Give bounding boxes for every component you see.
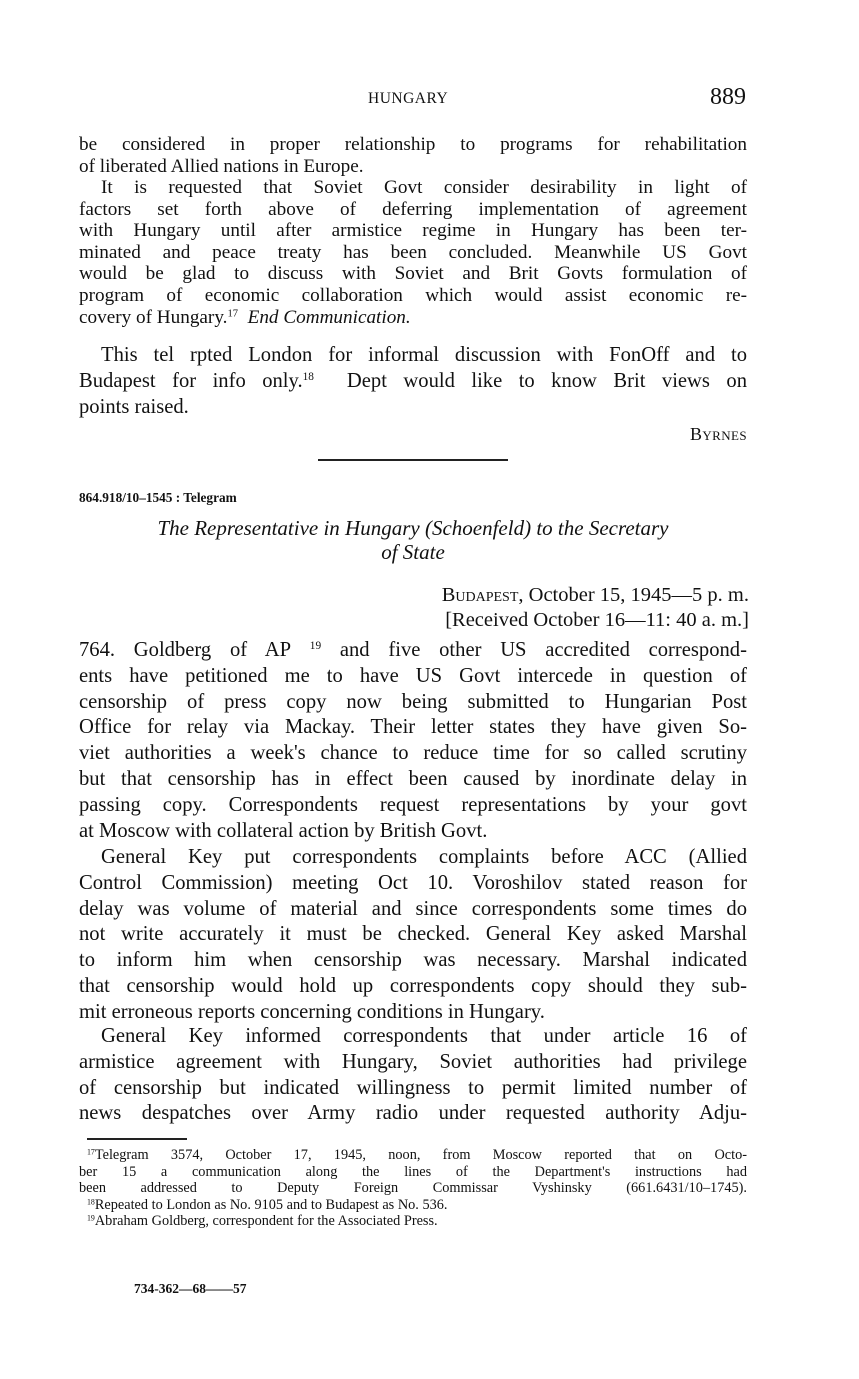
dateline-place: Budapest, bbox=[441, 584, 524, 606]
text-line: points raised. bbox=[79, 395, 189, 418]
text-segment: Telegram 3574, October 17, 1945, noon, from Moscow reported that on Octo- bbox=[94, 1147, 747, 1163]
text-line: This tel rpted London for informal discussion with FonOff and to bbox=[101, 344, 747, 366]
footnote-19 bbox=[79, 1213, 747, 1230]
dateline bbox=[442, 584, 749, 607]
text-line: armistice agreement with Hungary, Soviet authorities had privilege bbox=[79, 1050, 747, 1073]
text-segment: and five other US accredited correspond- bbox=[339, 639, 747, 661]
dateline-date: October 15, 1945—5 p. m. bbox=[528, 584, 749, 606]
text-line: program of economic collaboration which would assist economic re- bbox=[79, 284, 747, 306]
document-title bbox=[79, 516, 747, 564]
telegram-paragraph-2 bbox=[79, 845, 747, 1026]
text-line bbox=[79, 638, 747, 664]
title-line: The Representative in Hungary (Schoenfeld) to the Secretary bbox=[157, 516, 669, 540]
text-line: of liberated Allied nations in Europe. bbox=[79, 155, 364, 177]
text-segment: Repeated to London as No. 9105 and to Budapest as No. 536. bbox=[94, 1196, 448, 1213]
text-line: at Moscow with collateral action by British Govt. bbox=[79, 819, 488, 842]
footnote-mark: 18 bbox=[87, 1197, 95, 1207]
text-line: General Key put correspondents complaints before ACC (Allied bbox=[101, 846, 747, 868]
received-note: [Received October 16—11: 40 a. m.] bbox=[445, 609, 749, 631]
text-line: passing copy. Correspondents request representations by your govt bbox=[79, 793, 747, 816]
footnote-18 bbox=[79, 1197, 747, 1214]
text-line: to inform him when censorship was necessary. Marshal indicated bbox=[79, 949, 747, 972]
text-line: It is requested that Soviet Govt consider desirability in light of bbox=[101, 177, 747, 198]
telegram-paragraph-3 bbox=[79, 1024, 747, 1127]
footnote-divider bbox=[87, 1138, 187, 1140]
footnote-ref: 17 bbox=[227, 308, 239, 320]
text-line: factors set forth above of deferring implementation of agreement bbox=[79, 198, 747, 220]
continuation-paragraph-1 bbox=[79, 134, 747, 177]
footnote-mark: 17 bbox=[87, 1147, 95, 1157]
file-number: 864.918/10–1545 : Telegram bbox=[79, 490, 237, 505]
text-line: delay was volume of material and since correspondents some times do bbox=[79, 897, 747, 920]
text-line: been addressed to Deputy Foreign Commissar Vyshinsky (661.6431/10–1745). bbox=[79, 1180, 747, 1197]
text-segment: Abraham Goldberg, correspondent for the Associated Press. bbox=[94, 1213, 438, 1230]
text-line: but that censorship has in effect been caused by inordinate delay in bbox=[79, 767, 747, 790]
page-number: 889 bbox=[710, 84, 746, 110]
text-line: viet authorities a week's chance to reduce time for so called scrutiny bbox=[79, 742, 747, 765]
text-line: news despatches over Army radio under requested authority Adju- bbox=[79, 1102, 747, 1125]
footnote-mark: 19 bbox=[87, 1213, 95, 1223]
text-line: would be glad to discuss with Soviet and Brit Govts formulation of bbox=[79, 263, 747, 285]
text-line: mit erroneous reports concerning conditions in Hungary. bbox=[79, 1000, 545, 1023]
continuation-paragraph-2 bbox=[79, 177, 747, 328]
title-line: of State bbox=[381, 540, 445, 564]
signature: Byrnes bbox=[689, 424, 747, 444]
footnote-ref: 19 bbox=[309, 640, 322, 653]
text-line bbox=[79, 369, 747, 395]
running-title: HUNGARY bbox=[368, 90, 449, 107]
end-communication: End Communication. bbox=[247, 306, 411, 328]
text-line: that censorship would hold up correspondents copy should they sub- bbox=[79, 974, 747, 997]
closing-paragraph bbox=[79, 343, 747, 420]
text-segment: Dept would like to know Brit views on bbox=[346, 369, 747, 392]
text-line: censorship of press copy now being submitted to Hungarian Post bbox=[79, 690, 747, 713]
text-line: be considered in proper relationship to programs for rehabilitation bbox=[79, 134, 747, 155]
text-line: General Key informed correspondents that under article 16 of bbox=[101, 1025, 747, 1047]
footnote-ref: 18 bbox=[302, 371, 314, 383]
text-line: minated and peace treaty has been concluded. Meanwhile US Govt bbox=[79, 241, 747, 263]
text-line bbox=[79, 307, 747, 329]
printer-code: 734-362—68——57 bbox=[134, 1281, 247, 1296]
telegram-paragraph-1 bbox=[79, 638, 747, 844]
text-line: ber 15 a communication along the lines of the Department's instructions had bbox=[79, 1163, 747, 1180]
section-divider bbox=[318, 459, 508, 461]
footnotes bbox=[79, 1147, 747, 1230]
text-line: Control Commission) meeting Oct 10. Voroshilov stated reason for bbox=[79, 871, 747, 894]
text-segment: covery of Hungary. bbox=[79, 306, 228, 328]
text-line: not write accurately it must be checked. General Key asked Marshal bbox=[79, 923, 747, 946]
text-line: with Hungary until after armistice regime in Hungary has been ter- bbox=[79, 220, 747, 242]
text-line: ents have petitioned me to have US Govt intercede in question of bbox=[79, 664, 747, 687]
text-segment: Budapest for info only. bbox=[79, 369, 303, 392]
text-line: Office for relay via Mackay. Their letter states they have given So- bbox=[79, 716, 747, 739]
text-segment: 764. Goldberg of AP bbox=[79, 639, 292, 661]
text-line: of censorship but indicated willingness to permit limited number of bbox=[79, 1076, 747, 1099]
footnote-17 bbox=[79, 1147, 747, 1164]
